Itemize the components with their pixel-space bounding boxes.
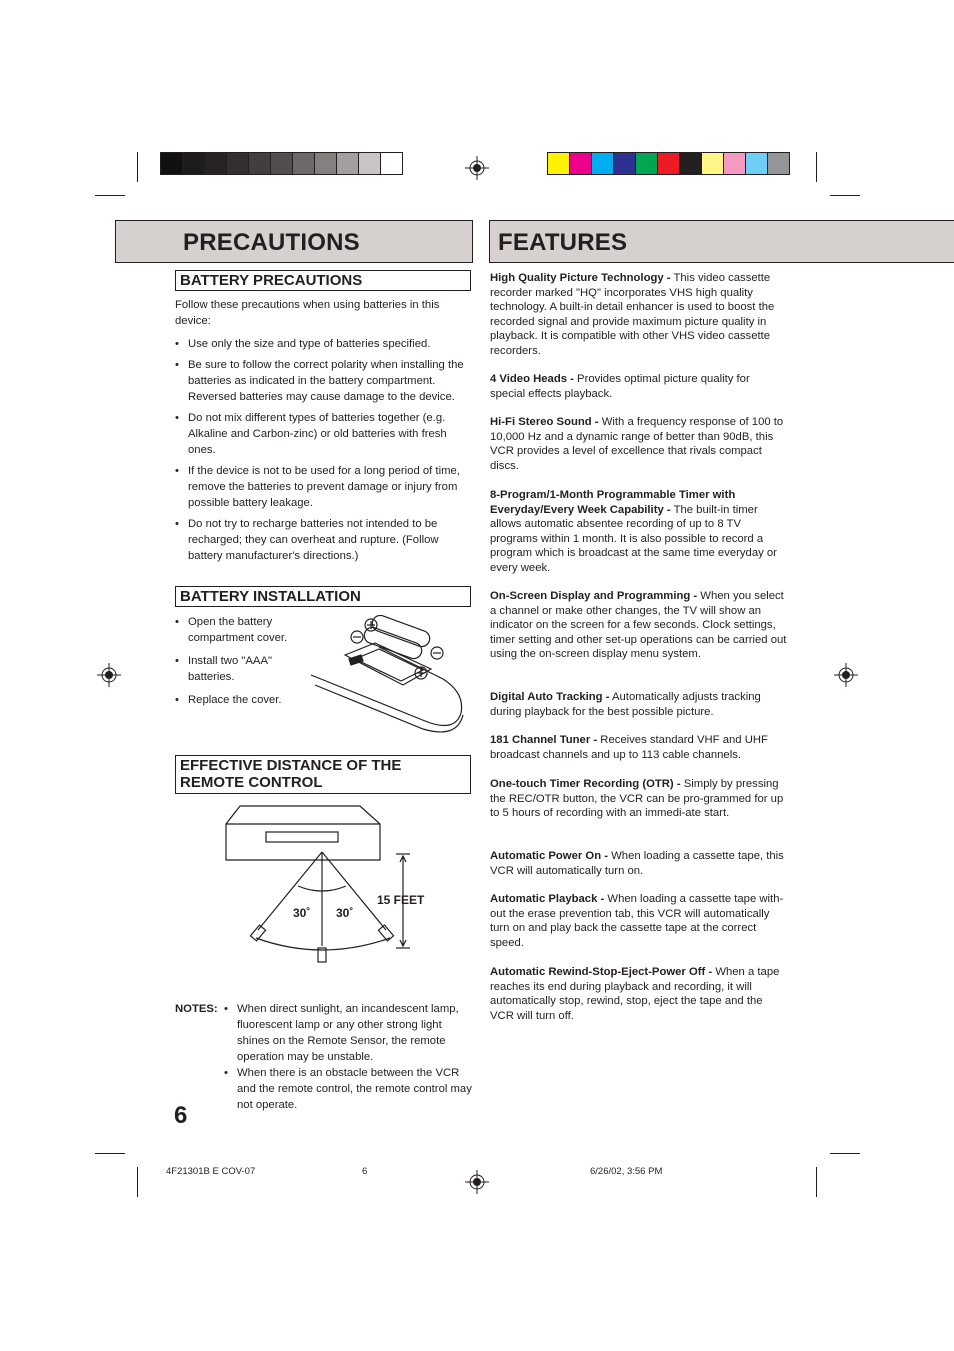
feature-item bbox=[490, 892, 788, 950]
list-item: • When there is an obstacle between the VCR and the remote control, the remote control may not operate. bbox=[224, 1065, 472, 1113]
battery-installation-list bbox=[175, 614, 295, 708]
registration-mark-icon bbox=[97, 663, 121, 687]
color-swatch bbox=[636, 153, 658, 174]
crop-mark bbox=[95, 195, 125, 196]
color-swatch bbox=[249, 153, 271, 174]
feature-item bbox=[490, 589, 788, 662]
registration-mark-icon bbox=[465, 1170, 489, 1194]
registration-mark-icon bbox=[465, 156, 489, 180]
color-swatch bbox=[614, 153, 636, 174]
list-item: • Replace the cover. bbox=[175, 692, 295, 708]
features-title: FEATURES bbox=[498, 229, 628, 256]
list-item: • Use only the size and type of batteries specified. bbox=[175, 336, 471, 352]
battery-installation-heading: BATTERY INSTALLATION bbox=[180, 588, 361, 605]
color-swatch bbox=[315, 153, 337, 174]
footer-file: 4F21301B E COV-07 bbox=[166, 1166, 256, 1177]
precautions-banner bbox=[115, 220, 473, 263]
color-swatch bbox=[337, 153, 359, 174]
feature-description: This video cassette recorder marked "HQ" incorporates VHS high quality technology. A built-in detail enhancer is used to boost the recorded signal and provide maximum picture quality in playback. It is compatible with other VHS video cassette recorders. bbox=[490, 272, 775, 357]
crop-mark bbox=[95, 1153, 125, 1154]
list-item: • Do not try to recharge batteries not intended to be recharged; they can overheat and rupture. (Follow battery manufacturer's directions.) bbox=[175, 516, 471, 564]
grayscale-color-bar bbox=[160, 152, 403, 175]
feature-description: Receives standard VHF and UHF broadcast channels and up to 113 cable channels. bbox=[490, 734, 768, 761]
color-swatch bbox=[702, 153, 724, 174]
footer-timestamp: 6/26/02, 3:56 PM bbox=[590, 1166, 663, 1177]
feature-description: Provides optimal picture quality for special effects playback. bbox=[490, 373, 750, 400]
distance-heading-box bbox=[175, 755, 471, 794]
feature-description: When you select a channel or make other changes, the TV will show an indicator on the screen for a few seconds. Clock settings, timer setting and other set-up operations can be carried out using the on-screen display menu system. bbox=[490, 590, 787, 661]
color-swatch bbox=[293, 153, 315, 174]
color-swatch bbox=[746, 153, 768, 174]
feature-name: One-touch Timer Recording (OTR) - bbox=[490, 778, 681, 790]
feature-description: With a frequency response of 100 to 10,000 Hz and a dynamic range of better than 90dB, this VCR provides a level of excellence that rivals compact discs. bbox=[490, 416, 784, 472]
color-swatch bbox=[161, 153, 183, 174]
notes-list bbox=[224, 1001, 472, 1113]
list-item: • Install two "AAA" batteries. bbox=[175, 653, 295, 685]
notes-label: NOTES: bbox=[175, 1003, 218, 1015]
distance-heading-line2: REMOTE CONTROL bbox=[180, 774, 323, 791]
battery-precautions-intro: Follow these precautions when using batteries in this device: bbox=[175, 299, 440, 327]
color-swatch bbox=[381, 153, 402, 174]
feature-description: When loading a cassette tape, this VCR will automatically turn on. bbox=[490, 850, 784, 877]
color-swatch bbox=[548, 153, 570, 174]
feature-description: When a tape reaches its end during playback and recording, it will automatically stop, rewind, stop, eject the tape and the VCR will turn off. bbox=[490, 966, 780, 1022]
remote-battery-illustration bbox=[305, 615, 467, 737]
process-color-bar bbox=[547, 152, 790, 175]
precautions-title: PRECAUTIONS bbox=[183, 229, 360, 256]
feature-name: Hi-Fi Stereo Sound - bbox=[490, 416, 599, 428]
color-swatch bbox=[183, 153, 205, 174]
feature-name: Automatic Rewind-Stop-Eject-Power Off - bbox=[490, 966, 713, 978]
list-item: • Do not mix different types of batteries together (e.g. Alkaline and Carbon-zinc) or old batteries with fresh ones. bbox=[175, 410, 471, 458]
battery-precautions-heading-box bbox=[175, 270, 471, 291]
color-swatch bbox=[680, 153, 702, 174]
feature-name: Automatic Playback - bbox=[490, 893, 605, 905]
list-item: • When direct sunlight, an incandescent lamp, fluorescent lamp or any other strong light shines on the Remote Sensor, the remote operation may be unstable. bbox=[224, 1001, 472, 1065]
feature-item bbox=[490, 849, 788, 878]
color-swatch bbox=[592, 153, 614, 174]
crop-mark bbox=[137, 152, 138, 182]
page-number: 6 bbox=[174, 1102, 188, 1129]
color-swatch bbox=[227, 153, 249, 174]
feature-name: 8-Program/1-Month Programmable Timer with Everyday/Every Week Capability - bbox=[490, 489, 736, 516]
feature-item bbox=[490, 415, 788, 473]
feature-item bbox=[490, 690, 788, 719]
distance-label: 15 FEET bbox=[377, 893, 425, 907]
remote-range-diagram bbox=[220, 802, 440, 972]
color-swatch bbox=[205, 153, 227, 174]
color-swatch bbox=[570, 153, 592, 174]
color-swatch bbox=[768, 153, 789, 174]
feature-item bbox=[490, 777, 788, 821]
list-item: • Be sure to follow the correct polarity when installing the batteries as indicated in the battery compartment. Reversed batteries may cause damage to the device. bbox=[175, 357, 471, 405]
feature-description: The built-in timer allows automatic absentee recording of up to 8 TV programs within 1 month. It is also possible to record a program which is broadcast at the same time everyday or every week. bbox=[490, 503, 777, 574]
battery-precautions-list bbox=[175, 336, 471, 564]
crop-mark bbox=[830, 1153, 860, 1154]
feature-name: High Quality Picture Technology - bbox=[490, 272, 671, 284]
feature-name: 4 Video Heads - bbox=[490, 373, 574, 385]
feature-name: On-Screen Display and Programming - bbox=[490, 590, 698, 602]
angle-left-label: 30˚ bbox=[293, 906, 311, 920]
feature-item bbox=[490, 271, 788, 359]
color-swatch bbox=[658, 153, 680, 174]
distance-heading-line1: EFFECTIVE DISTANCE OF THE bbox=[180, 757, 402, 774]
list-item: • Open the battery compartment cover. bbox=[175, 614, 295, 646]
crop-mark bbox=[137, 1167, 138, 1197]
feature-name: 181 Channel Tuner - bbox=[490, 734, 598, 746]
features-banner bbox=[489, 220, 954, 263]
color-swatch bbox=[359, 153, 381, 174]
feature-description: When loading a cassette tape with-out the erase prevention tab, this VCR will automatically turn on and play back the cassette tape at the correct speed. bbox=[490, 893, 784, 949]
crop-mark bbox=[816, 1167, 817, 1197]
feature-description: Simply by pressing the REC/OTR button, the VCR can be pro-grammed for up to 5 hours of recording with an immedi-ate start. bbox=[490, 778, 784, 820]
battery-precautions-heading: BATTERY PRECAUTIONS bbox=[180, 272, 363, 289]
registration-mark-icon bbox=[834, 663, 858, 687]
angle-right-label: 30˚ bbox=[336, 906, 354, 920]
footer-page: 6 bbox=[362, 1166, 368, 1177]
feature-item bbox=[490, 488, 788, 576]
battery-installation-heading-box bbox=[175, 586, 471, 607]
feature-name: Automatic Power On - bbox=[490, 850, 608, 862]
feature-description: Automatically adjusts tracking during playback for the best possible picture. bbox=[490, 691, 761, 718]
feature-name: Digital Auto Tracking - bbox=[490, 691, 610, 703]
list-item: • If the device is not to be used for a long period of time, remove the batteries to prevent damage or injury from possible battery leakage. bbox=[175, 463, 471, 511]
feature-item bbox=[490, 965, 788, 1023]
feature-item bbox=[490, 733, 788, 762]
crop-mark bbox=[830, 195, 860, 196]
color-swatch bbox=[724, 153, 746, 174]
feature-item bbox=[490, 372, 788, 401]
color-swatch bbox=[271, 153, 293, 174]
crop-mark bbox=[816, 152, 817, 182]
